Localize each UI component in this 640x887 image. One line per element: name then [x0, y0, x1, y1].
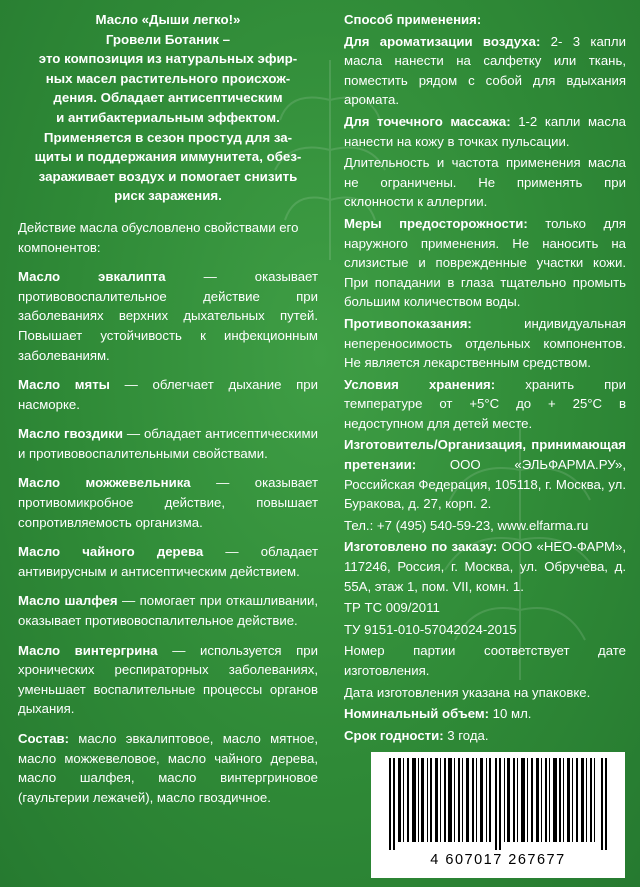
manufacturer: Изготовитель/Организация, принимающая претензии: ООО «ЭЛЬФАРМА.РУ», Российская Федерация, 105118, г. Москва, ул. Буракова, д. 27, корп. 2.: [344, 437, 626, 512]
tu: ТУ 9151-010-57042024-2015: [344, 621, 517, 637]
barcode: [371, 752, 625, 878]
ordered-by: Изготовлено по заказу: ООО «НЕО-ФАРМ», 117246, Россия, г. Москва, ул. Обручева, д. 55А, этаж 1, пом. VII, комн. 1.: [344, 539, 626, 594]
storage: Условия хранения: хранить при температуре от +5°С до + 25°С в недоступном для детей месте.: [344, 376, 626, 431]
contraindications: Противопоказания: индивидуальная непереносимость отдельных компонентов. Не является лекарственным средством.: [344, 315, 626, 371]
intro-line: Масло «Дыши легко!»: [95, 12, 241, 27]
product-intro: [18, 10, 318, 206]
intro-line: Гровели Ботаник –: [105, 31, 231, 47]
oil-tea-tree: Масло чайного дерева — обладает антивирусным и антисептическим действием.: [18, 544, 318, 579]
volume: Номинальный объем: 10 мл.: [344, 706, 532, 722]
usage-note: Длительность и частота применения масла не ограничены. Не применять при склонности к аллергии.: [344, 155, 626, 210]
oil-sage: Масло шалфея — помогает при откашливании, оказывает противовоспалительное действие.: [18, 593, 319, 629]
oil-mint: Масло мяты — облегчает дыхание при насморке.: [18, 377, 318, 412]
intro-line: это композиция из натуральных эфир-: [38, 51, 298, 67]
usage-air: Для ароматизации воздуха: 2- 3 капли масла нанести на салфетку или ткань, поместить рядом с собой для вдыхания аромата.: [344, 33, 626, 108]
shelf-life: Срок годности: 3 года.: [344, 727, 489, 743]
intro-line: дения. Обладает антисептическим: [53, 90, 283, 106]
oil-eucalyptus: Масло эвкалипта — оказывает противовоспалительное действие при заболеваниях верхних дыхательных путей. Повышает устойчивость к инфекционным заболеваниям.: [18, 269, 318, 363]
oil-clove: Масло гвоздики — обладает антисептическими и противовоспалительными свойствами.: [18, 426, 318, 461]
right-column: [344, 10, 626, 747]
composition: Состав: масло эвкалиптовое, масло мятное, масло можжевеловое, масло чайного дерева, масло шалфея, масло винтергриновое (гаультерии лежачей), масло гвоздичное.: [18, 731, 318, 805]
left-column: [18, 10, 318, 817]
intro-line: ных масел растительного происхож-: [45, 70, 291, 86]
manufacturer-contacts: Тел.: +7 (495) 540-59-23, www.elfarma.ru: [344, 517, 589, 533]
usage-massage: Для точечного массажа: 1-2 капли масла нанести на кожу в точках пульсации.: [344, 113, 627, 149]
oil-wintergreen: Масло винтергрина — используется при хронических респираторных заболеваниях, уменьшает воспалительные процессы органов дыхания.: [18, 642, 318, 717]
precautions: Меры предосторожности: только для наружного применения. Не наносить на слизистые и поврежденные участки кожи. При попадании в глаза тщательно промыть большим количеством воды.: [344, 215, 626, 310]
date-note: Дата изготовления указана на упаковке.: [344, 684, 591, 700]
barcode-bars: [387, 758, 611, 850]
barcode-number: 4 607017 267677: [430, 852, 566, 868]
action-intro: Действие масла обусловлено свойствами его компонентов:: [18, 219, 299, 255]
intro-line: зараживает воздух и помогает снизить: [38, 168, 298, 184]
oil-juniper: Масло можжевельника — оказывает противомикробное действие, повышает сопротивляемость организма.: [18, 475, 319, 530]
intro-line: и антибактериальным эффектом.: [56, 109, 280, 125]
intro-line: щиты и поддержания иммунитета, обез-: [34, 149, 302, 165]
intro-line: Применяется в сезон простуд для за-: [43, 129, 293, 145]
usage-heading: Способ применения:: [344, 12, 482, 27]
intro-line: риск заражения.: [114, 188, 222, 204]
batch-note: Номер партии соответствует дате изготовления.: [344, 643, 626, 678]
tr-ts: ТР ТС 009/2011: [344, 600, 440, 616]
